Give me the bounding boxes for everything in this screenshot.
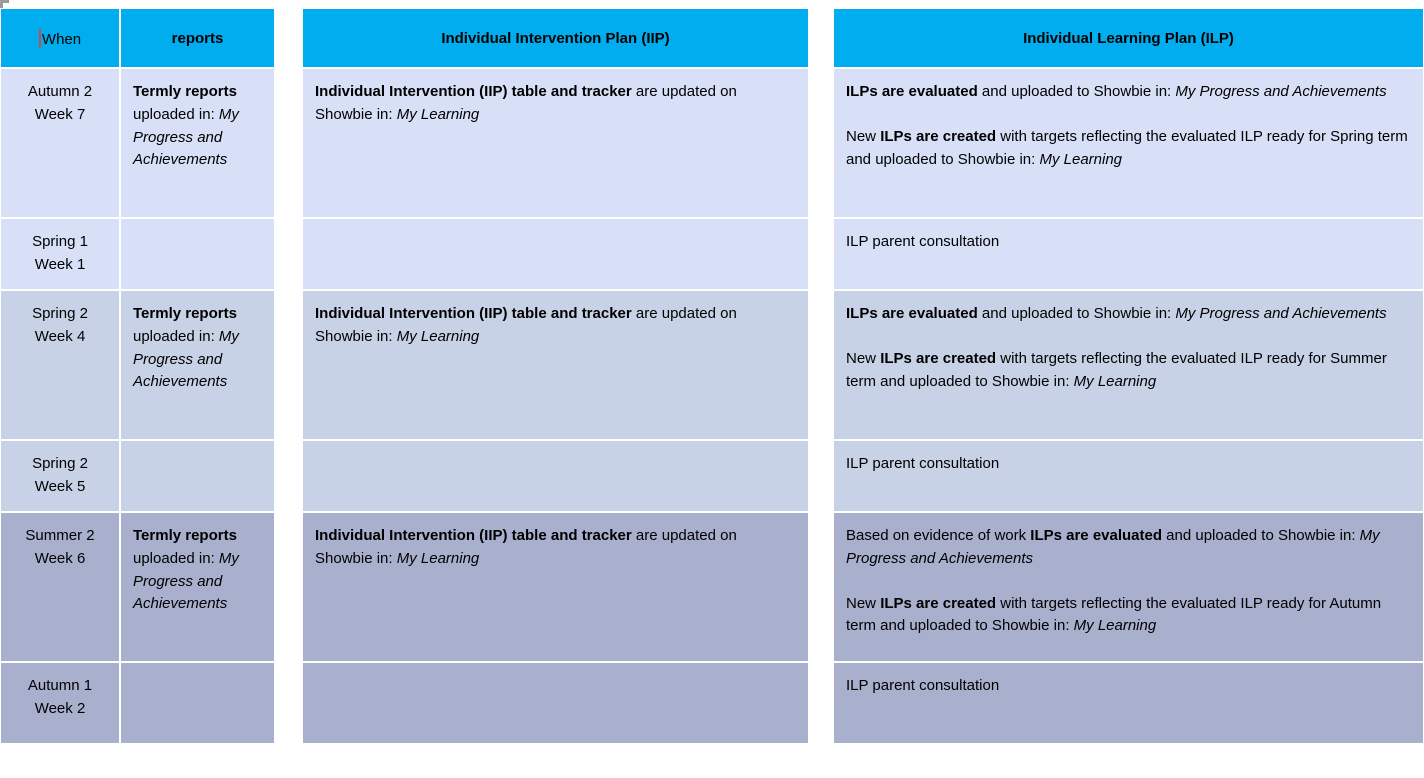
text-italic: My Progress and Achievements xyxy=(133,327,239,391)
text-plain: and uploaded to Showbie in: xyxy=(977,305,1176,322)
text-bold: Individual Intervention (IIP) table and tracker xyxy=(315,83,632,100)
cell-when[interactable] xyxy=(0,290,120,440)
text-italic: My Learning xyxy=(396,549,480,567)
cell-ilp[interactable] xyxy=(833,440,1424,512)
when-term: Autumn 2 xyxy=(27,83,93,100)
text-italic: My Learning xyxy=(1073,617,1157,635)
column-gap-1 xyxy=(275,8,302,68)
iip-text xyxy=(315,81,798,127)
table-row[interactable] xyxy=(0,662,1424,744)
column-header-iip[interactable] xyxy=(302,8,809,68)
text-italic: My Progress and Achievements xyxy=(133,549,239,613)
when-week: Week 7 xyxy=(34,105,86,123)
text-plain: New xyxy=(846,594,881,612)
cell-iip[interactable] xyxy=(302,290,809,440)
row-gap-1 xyxy=(275,440,302,512)
cell-ilp[interactable] xyxy=(833,290,1424,440)
plan-table-wrapper xyxy=(0,8,1424,744)
cell-reports[interactable] xyxy=(120,218,275,290)
column-header-when[interactable] xyxy=(0,8,120,68)
text-bold: Individual Intervention (IIP) table and tracker xyxy=(315,527,632,544)
text-plain: with targets reflecting the evaluated ILP ready for Spring term and uploaded to Showbie in: xyxy=(846,127,1408,168)
text-plain: with targets reflecting the evaluated ILP ready for Autumn term and uploaded to Showbie in: xyxy=(846,594,1382,635)
when-term: Spring 2 xyxy=(32,305,88,322)
text-plain: are updated on Showbie in: xyxy=(315,305,737,345)
text-plain: New xyxy=(846,349,881,367)
table-row[interactable] xyxy=(0,290,1424,440)
text-italic: My Progress and Achievements xyxy=(1175,83,1387,100)
cell-iip[interactable] xyxy=(302,662,809,744)
table-row[interactable] xyxy=(0,440,1424,512)
row-gap-2 xyxy=(809,440,833,512)
when-term: Spring 2 xyxy=(32,455,88,472)
cell-reports[interactable] xyxy=(120,662,275,744)
cell-reports[interactable] xyxy=(120,440,275,512)
iip-text xyxy=(315,525,798,571)
ilp-paragraph xyxy=(846,593,1413,639)
text-italic: My Learning xyxy=(1073,372,1157,390)
table-header xyxy=(0,8,1424,68)
column-header-ilp[interactable] xyxy=(833,8,1424,68)
text-plain: uploaded in: xyxy=(133,549,219,567)
text-plain: are updated on Showbie in: xyxy=(315,527,737,567)
column-gap-2 xyxy=(809,8,833,68)
cell-when[interactable] xyxy=(0,68,120,218)
row-gap-1 xyxy=(275,218,302,290)
text-italic: My Learning xyxy=(1039,150,1123,168)
row-gap-1 xyxy=(275,662,302,744)
when-week: Week 2 xyxy=(34,699,86,717)
cell-reports[interactable] xyxy=(120,68,275,218)
text-plain: and uploaded to Showbie in: xyxy=(977,83,1176,100)
column-header-reports[interactable] xyxy=(120,8,275,68)
text-bold: ILPs are created xyxy=(880,594,997,612)
text-plain: uploaded in: xyxy=(133,327,219,345)
cell-iip[interactable] xyxy=(302,218,809,290)
text-caret-icon xyxy=(39,29,41,48)
text-bold: Termly reports xyxy=(133,305,237,322)
text-bold: ILPs are created xyxy=(880,127,997,145)
cell-ilp[interactable] xyxy=(833,512,1424,662)
text-plain: are updated on Showbie in: xyxy=(315,83,737,123)
row-gap-1 xyxy=(275,512,302,662)
text-plain: with targets reflecting the evaluated ILP ready for Summer term and uploaded to Showbie in: xyxy=(846,349,1387,390)
ilp-paragraph xyxy=(846,525,1413,571)
row-gap-2 xyxy=(809,512,833,662)
text-bold: ILPs are created xyxy=(880,349,997,367)
iip-text xyxy=(315,303,798,349)
cell-when[interactable] xyxy=(0,440,120,512)
when-term: Autumn 1 xyxy=(27,677,93,694)
column-header-when-label: When xyxy=(41,30,82,48)
row-gap-1 xyxy=(275,68,302,218)
text-plain: Based on evidence of work xyxy=(846,527,1031,544)
when-week: Week 6 xyxy=(34,549,86,567)
cell-reports[interactable] xyxy=(120,512,275,662)
text-italic: My Progress and Achievements xyxy=(133,105,239,169)
cell-when[interactable] xyxy=(0,662,120,744)
cell-iip[interactable] xyxy=(302,440,809,512)
reports-text xyxy=(133,303,264,394)
reports-text xyxy=(133,525,264,616)
row-gap-1 xyxy=(275,290,302,440)
ilp-text: ILP parent consultation xyxy=(846,677,1000,694)
cell-ilp[interactable] xyxy=(833,218,1424,290)
when-week: Week 1 xyxy=(34,255,86,273)
table-row[interactable] xyxy=(0,68,1424,218)
table-body xyxy=(0,68,1424,744)
text-plain: uploaded in: xyxy=(133,105,219,123)
table-row[interactable] xyxy=(0,218,1424,290)
table-row[interactable] xyxy=(0,512,1424,662)
text-plain: New xyxy=(846,127,881,145)
column-header-iip-label: Individual Intervention Plan (IIP) xyxy=(441,29,670,47)
text-bold: Termly reports xyxy=(133,527,237,544)
cell-iip[interactable] xyxy=(302,512,809,662)
cell-reports[interactable] xyxy=(120,290,275,440)
text-bold: Individual Intervention (IIP) table and tracker xyxy=(315,305,632,322)
when-week: Week 5 xyxy=(34,477,86,495)
column-header-reports-label: reports xyxy=(171,29,224,47)
when-term: Summer 2 xyxy=(25,527,95,544)
text-bold: ILPs are evaluated xyxy=(846,305,978,322)
text-bold: Termly reports xyxy=(133,83,237,100)
cell-iip[interactable] xyxy=(302,68,809,218)
column-header-ilp-label: Individual Learning Plan (ILP) xyxy=(1023,29,1234,47)
header-row xyxy=(0,8,1424,68)
text-italic: My Progress and Achievements xyxy=(1175,305,1387,322)
when-week: Week 4 xyxy=(34,327,86,345)
cell-ilp[interactable] xyxy=(833,68,1424,218)
reports-text xyxy=(133,81,264,172)
text-italic: My Learning xyxy=(396,327,480,345)
when-term: Spring 1 xyxy=(32,233,88,250)
ilp-text: ILP parent consultation xyxy=(846,233,1000,250)
row-gap-2 xyxy=(809,218,833,290)
ilp-paragraph xyxy=(846,81,1413,104)
text-bold: ILPs are evaluated xyxy=(1030,527,1163,544)
ilp-text: ILP parent consultation xyxy=(846,455,1000,472)
ilp-paragraph xyxy=(846,126,1413,172)
cell-when[interactable] xyxy=(0,512,120,662)
row-gap-2 xyxy=(809,290,833,440)
intervention-plan-table xyxy=(0,8,1424,744)
row-gap-2 xyxy=(809,68,833,218)
ilp-paragraph xyxy=(846,348,1413,394)
cell-ilp[interactable] xyxy=(833,662,1424,744)
text-plain: and uploaded to Showbie in: xyxy=(1162,527,1360,544)
text-italic: My Progress and Achievements xyxy=(846,527,1380,567)
row-gap-2 xyxy=(809,662,833,744)
text-italic: My Learning xyxy=(396,105,480,123)
cell-when[interactable] xyxy=(0,218,120,290)
ilp-paragraph xyxy=(846,303,1413,326)
text-bold: ILPs are evaluated xyxy=(846,83,978,100)
